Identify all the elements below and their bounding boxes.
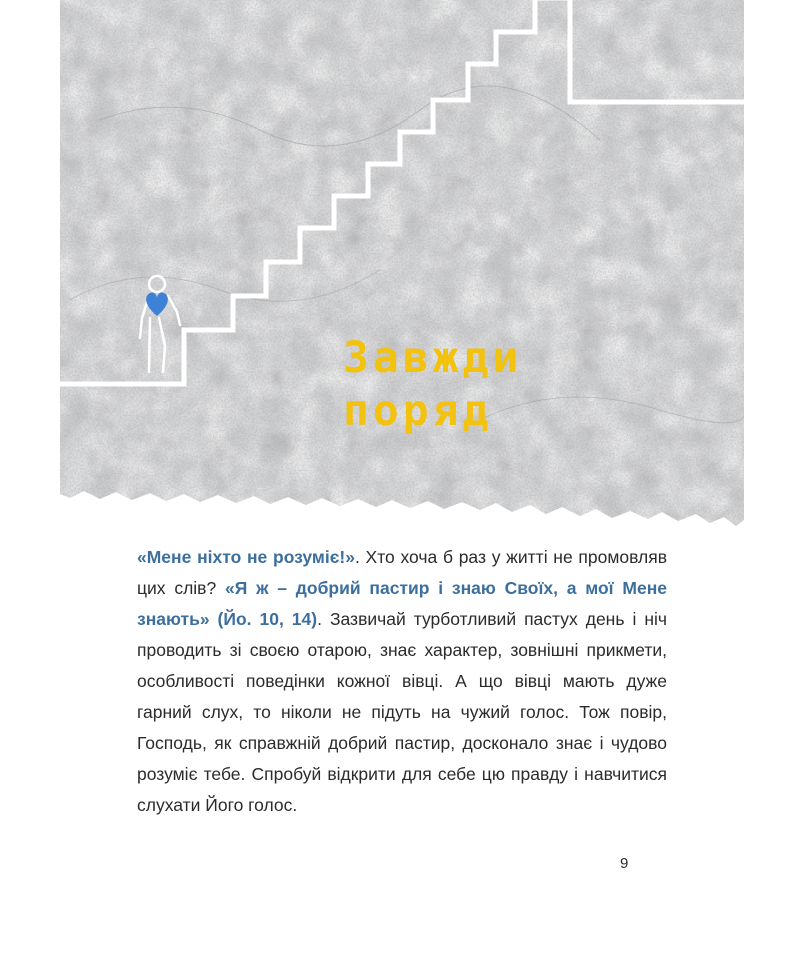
- title-line-1: Завжди: [343, 333, 523, 383]
- hero-illustration: [60, 0, 744, 530]
- stone-wall-background: [60, 0, 744, 530]
- chapter-title: [343, 332, 522, 438]
- quote-highlight-1: «Мене ніхто не розуміє!»: [137, 547, 355, 567]
- scripture-quote: «Я ж – добрий пастир і знаю Своїх, а мої Мене знають» (Йо. 10, 14): [137, 578, 667, 629]
- page-number: 9: [620, 855, 629, 872]
- title-line-2: поряд: [343, 386, 493, 436]
- paragraph-text-2: . Зазвичай турботливий пастух день і ніч проводить зі своєю отарою, знає характер, зовнішні прикмети, особливості поведінки кожної вівці. А що вівці мають дуже гарний слух, то ніколи не підуть на чужий голос. Тож повір, Господь, як справжній добрий пастир, досконало знає і чудово розуміє тебе. Спробуй відкрити для себе цю правду і навчитися слухати Його голос.: [137, 609, 667, 815]
- body-paragraph: [137, 542, 667, 821]
- paragraph-text-1: . Хто хоча б раз у житті не промовляв цих слів?: [137, 547, 667, 598]
